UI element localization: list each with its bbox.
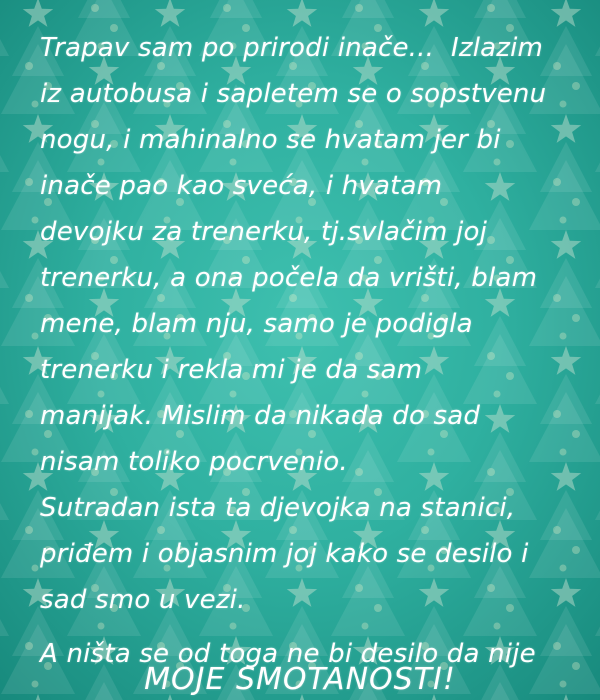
story-line: iz autobusa i sapletem se o sopstvenu [40, 79, 547, 109]
story-line: A ništa se od toga ne bi desilo da nije [40, 639, 536, 669]
story-line: priđem i objasnim joj kako se desilo i [40, 539, 529, 569]
story-line: inače pao kao sveća, i hvatam [40, 171, 443, 201]
story-line: nisam toliko pocrvenio. [40, 447, 348, 477]
story-line: sad smo u vezi. [40, 585, 246, 615]
story-line: devojku za trenerku, tj.svlačim joj [40, 217, 488, 247]
story-line: Trapav sam po prirodi inače... Izlazim [40, 33, 544, 63]
story-line: trenerku i rekla mi je da sam [40, 355, 423, 385]
story-line: manijak. Mislim da nikada do sad [40, 401, 481, 431]
story-line: Sutradan ista ta djevojka na stanici, [40, 493, 516, 523]
story-line: mene, blam nju, samo je podigla [40, 309, 473, 339]
story-line: nogu, i mahinalno se hvatam jer bi [40, 125, 501, 155]
story-final-line: MOJE SMOTANOSTI! [144, 662, 456, 697]
story-line: trenerku, a ona počela da vrišti, blam [40, 263, 538, 293]
